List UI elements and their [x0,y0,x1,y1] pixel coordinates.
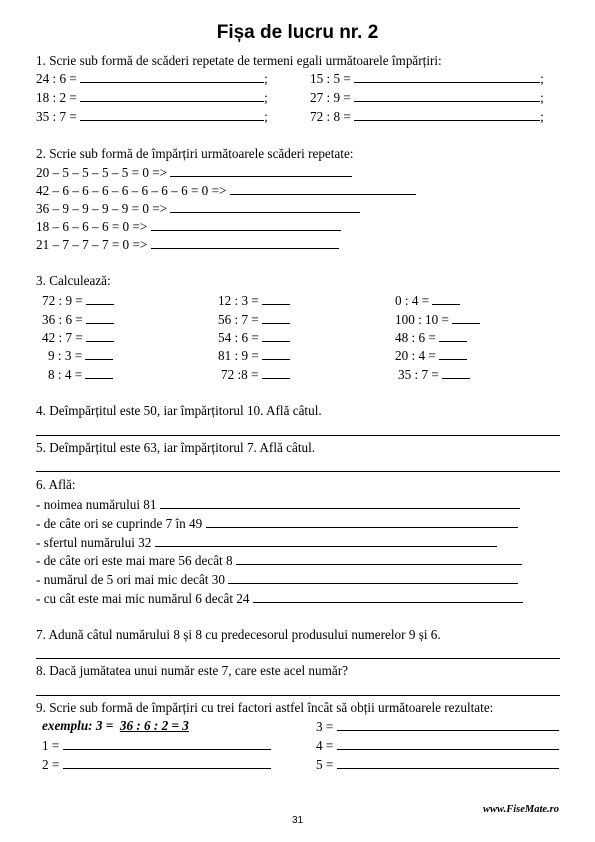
ex3-col3-item: 35 : 7 = [398,366,470,383]
ex3-col2-item: 72 :8 = [221,366,290,383]
ex9-right-item: 3 = [316,718,559,735]
ex9-heading: 9. Scrie sub formă de împărțiri cu trei factori astfel încât să obții următoarele rezultate: [36,700,494,715]
ex3-col3-item: 48 : 6 = [395,329,467,346]
ex3-col3-item: 20 : 4 = [395,347,467,364]
ex4-text: 4. Deîmpărțitul este 50, iar împărțitorul 10. Află câtul. [36,403,322,418]
answer-line [36,658,560,659]
ex6-item: - de câte ori se cuprinde 7 în 49 [36,515,518,532]
ex8-text: 8. Dacă jumătatea unui număr este 7, care este acel număr? [36,663,348,678]
ex3-col1-item: 8 : 4 = [48,366,113,383]
ex3-col2-item: 12 : 3 = [218,292,290,309]
ex3-col1-item: 72 : 9 = [42,292,114,309]
ex2-row: 36 – 9 – 9 – 9 – 9 = 0 => [36,200,360,217]
page-number: 31 [291,815,304,826]
ex3-col3-item: 100 : 10 = [395,311,480,328]
ex6-item: - noimea numărului 81 [36,496,520,513]
ex1-left-item: 35 : 7 = ; [36,109,268,124]
ex1-left-item: 18 : 2 = ; [36,90,268,105]
ex3-col2-item: 54 : 6 = [218,329,290,346]
ex6-heading: 6. Află: [36,477,76,492]
ex1-right-item: 27 : 9 = ; [310,90,544,105]
ex9-right-item: 5 = [316,756,559,773]
ex6-item: - cu cât este mai mic numărul 6 decât 24 [36,590,523,607]
ex9-left-item: 2 = [42,756,271,773]
ex1-left-item: 24 : 6 = ; [36,71,268,86]
answer-line [36,695,560,696]
ex2-heading: 2. Scrie sub formă de împărțiri următoarele scăderi repetate: [36,146,354,161]
ex2-row: 18 – 6 – 6 – 6 = 0 => [36,218,341,235]
ex1-right-item: 72 : 8 = ; [310,109,544,124]
ex3-col1-item: 36 : 6 = [42,311,114,328]
worksheet-title: Fișa de lucru nr. 2 [216,22,379,43]
ex7-text: 7. Adună câtul numărului 8 și 8 cu predecesorul produsului numerelor 9 și 6. [36,627,441,642]
ex3-col2-item: 56 : 7 = [218,311,290,328]
ex1-heading: 1. Scrie sub formă de scăderi repetate de termeni egali următoarele împărțiri: [36,53,442,68]
ex2-row: 21 – 7 – 7 – 7 = 0 => [36,236,339,253]
ex3-col1-item: 9 : 3 = [48,347,113,364]
ex3-col1-item: 42 : 7 = [42,329,114,346]
website-footer: www.FiseMate.ro [482,804,559,815]
ex3-heading: 3. Calculează: [36,273,111,288]
ex3-col2-item: 81 : 9 = [218,347,290,364]
answer-line [36,435,560,436]
ex2-row: 42 – 6 – 6 – 6 – 6 – 6 – 6 – 6 = 0 => [36,182,416,199]
ex9-example: exemplu: 3 = 36 : 6 : 2 = 3 [42,718,189,733]
ex6-item: - sfertul numărului 32 [36,534,497,551]
ex2-row: 20 – 5 – 5 – 5 – 5 = 0 => [36,164,352,181]
ex9-right-item: 4 = [316,737,559,754]
ex5-text: 5. Deîmpărțitul este 63, iar împărțitorul 7. Află câtul. [36,440,316,455]
ex1-right-item: 15 : 5 = ; [310,71,544,86]
ex6-item: - de câte ori este mai mare 56 decât 8 [36,552,522,569]
ex6-item: - numărul de 5 ori mai mic decât 30 [36,571,518,588]
ex3-col3-item: 0 : 4 = [395,292,460,309]
answer-line [36,471,560,472]
ex9-left-item: 1 = [42,737,271,754]
